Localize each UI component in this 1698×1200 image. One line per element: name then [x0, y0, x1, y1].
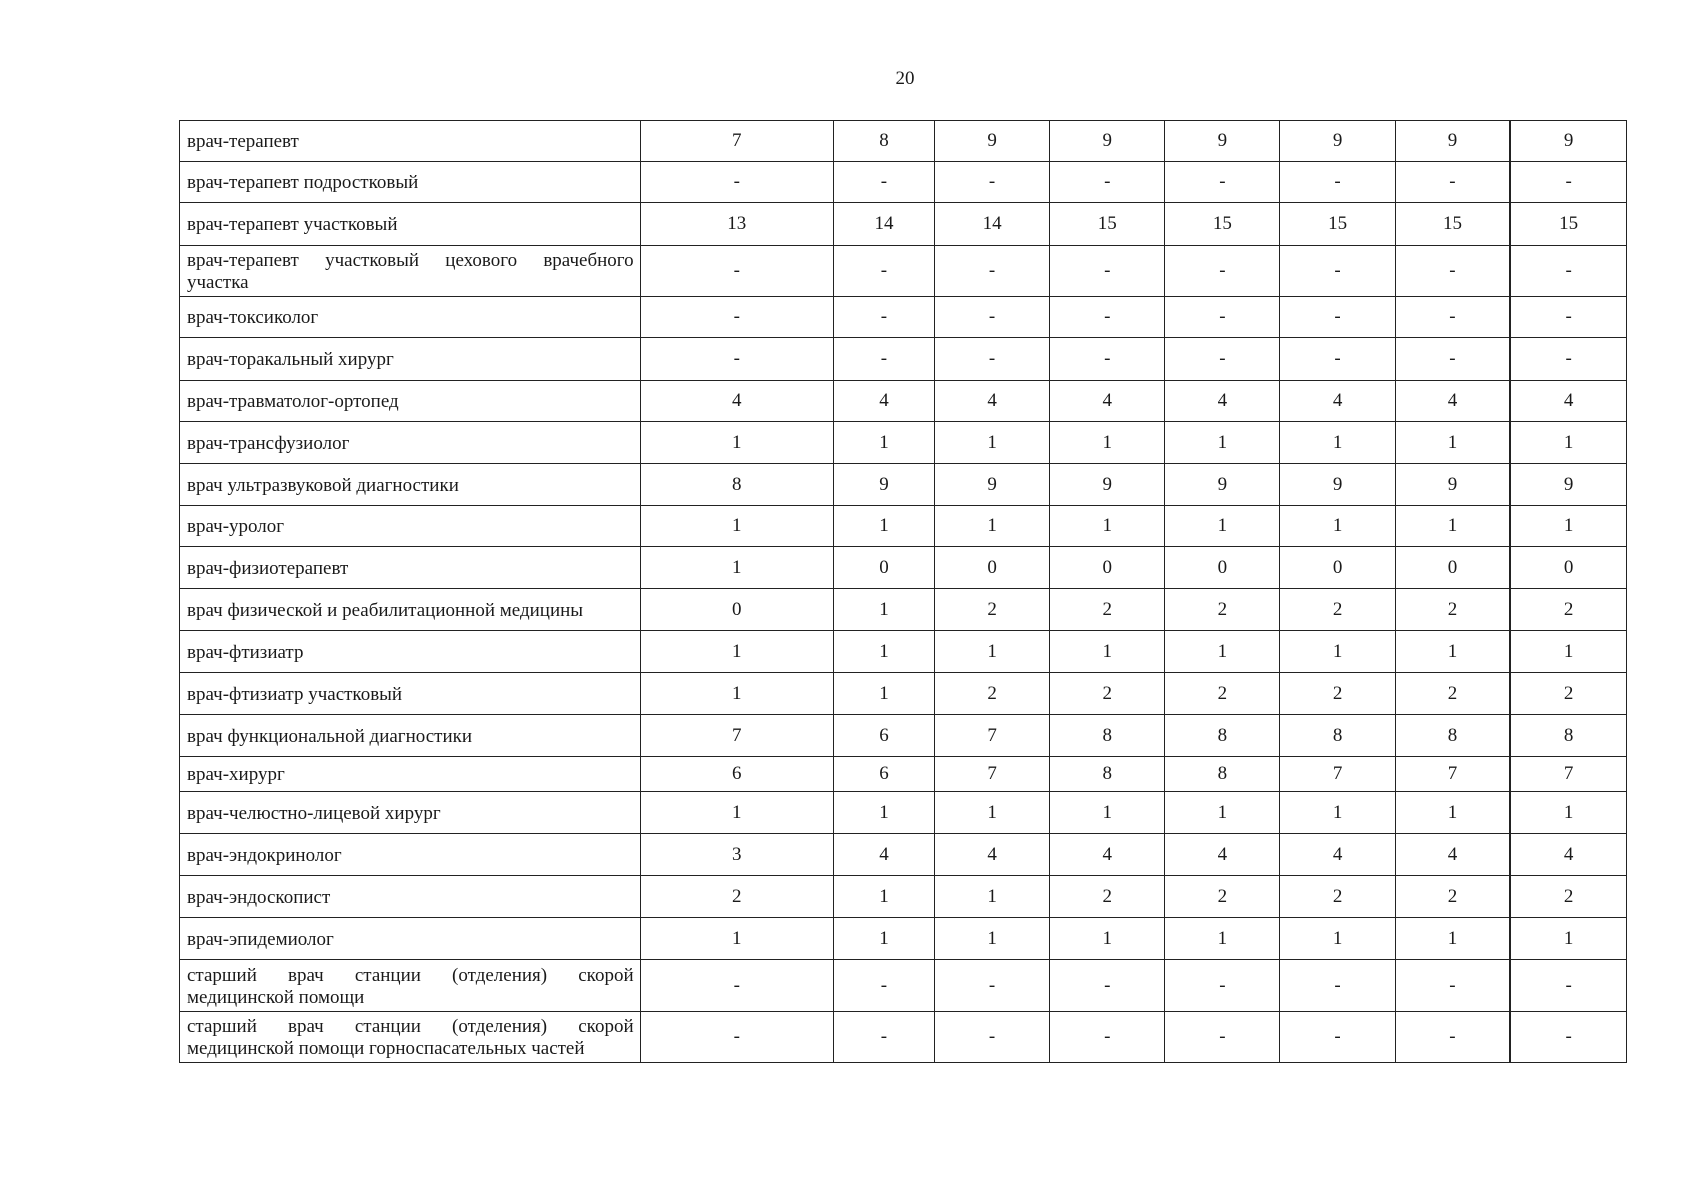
value-cell: 0	[1050, 547, 1165, 589]
value-cell: 1	[1510, 918, 1626, 960]
value-cell: -	[1395, 297, 1510, 338]
value-cell: 1	[1165, 506, 1280, 547]
position-name-cell: врач-эпидемиолог	[180, 918, 641, 960]
value-cell: 2	[640, 876, 833, 918]
position-name-cell: врач-эндоскопист	[180, 876, 641, 918]
value-cell: 2	[935, 673, 1050, 715]
page-number: 20	[895, 68, 915, 89]
value-cell: 4	[1510, 381, 1626, 422]
value-cell: -	[640, 297, 833, 338]
value-cell: 7	[935, 715, 1050, 757]
value-cell: 1	[1050, 631, 1165, 673]
value-cell: 3	[640, 834, 833, 876]
value-cell: 2	[1510, 589, 1626, 631]
value-cell: 8	[1510, 715, 1626, 757]
value-cell: 4	[833, 381, 934, 422]
value-cell: 2	[1050, 589, 1165, 631]
value-cell: 9	[935, 121, 1050, 162]
position-name-cell: врач-терапевт участковый цехового врачебного участка	[180, 246, 641, 297]
value-cell: 2	[935, 589, 1050, 631]
value-cell: 9	[1050, 464, 1165, 506]
value-cell: -	[1165, 162, 1280, 203]
value-cell: 4	[1510, 834, 1626, 876]
value-cell: 1	[935, 422, 1050, 464]
value-cell: 0	[1510, 547, 1626, 589]
value-cell: 8	[1280, 715, 1395, 757]
value-cell: 7	[1395, 757, 1510, 792]
table-row	[180, 547, 1627, 589]
value-cell: 1	[1280, 792, 1395, 834]
value-cell: -	[1510, 297, 1626, 338]
value-cell: 2	[1050, 673, 1165, 715]
value-cell: 1	[1395, 422, 1510, 464]
value-cell: 4	[1165, 381, 1280, 422]
value-cell: -	[935, 960, 1050, 1012]
value-cell: 4	[640, 381, 833, 422]
value-cell: 4	[935, 381, 1050, 422]
value-cell: -	[640, 246, 833, 297]
value-cell: 1	[1510, 792, 1626, 834]
value-cell: 8	[1165, 715, 1280, 757]
value-cell: 0	[1165, 547, 1280, 589]
staffing-table	[179, 120, 1627, 1063]
table-row	[180, 381, 1627, 422]
value-cell: 4	[1280, 834, 1395, 876]
value-cell: -	[1165, 1012, 1280, 1063]
value-cell: -	[1050, 297, 1165, 338]
value-cell: 1	[640, 918, 833, 960]
value-cell: 9	[1050, 121, 1165, 162]
value-cell: 1	[1280, 506, 1395, 547]
value-cell: 1	[1165, 918, 1280, 960]
value-cell: -	[1395, 162, 1510, 203]
value-cell: 2	[1280, 673, 1395, 715]
value-cell: 9	[1510, 464, 1626, 506]
value-cell: 0	[1280, 547, 1395, 589]
value-cell: 2	[1510, 876, 1626, 918]
value-cell: -	[1510, 960, 1626, 1012]
value-cell: -	[640, 960, 833, 1012]
value-cell: 2	[1395, 589, 1510, 631]
table-row	[180, 121, 1627, 162]
table-row	[180, 297, 1627, 338]
value-cell: 1	[1050, 506, 1165, 547]
value-cell: 1	[1165, 792, 1280, 834]
value-cell: -	[640, 1012, 833, 1063]
value-cell: 1	[1280, 631, 1395, 673]
value-cell: 4	[833, 834, 934, 876]
value-cell: 1	[1395, 631, 1510, 673]
value-cell: 1	[640, 673, 833, 715]
table-row	[180, 246, 1627, 297]
table-row	[180, 464, 1627, 506]
value-cell: 6	[833, 757, 934, 792]
table-row	[180, 876, 1627, 918]
value-cell: 2	[1165, 673, 1280, 715]
table-row	[180, 918, 1627, 960]
value-cell: 0	[1395, 547, 1510, 589]
value-cell: 1	[833, 918, 934, 960]
value-cell: 9	[935, 464, 1050, 506]
value-cell: 0	[640, 589, 833, 631]
value-cell: 1	[640, 631, 833, 673]
table-row	[180, 422, 1627, 464]
value-cell: -	[1280, 338, 1395, 381]
value-cell: -	[1050, 162, 1165, 203]
value-cell: 13	[640, 203, 833, 246]
value-cell: 8	[833, 121, 934, 162]
value-cell: 1	[1165, 422, 1280, 464]
value-cell: 7	[1280, 757, 1395, 792]
value-cell: 1	[1510, 506, 1626, 547]
value-cell: -	[1280, 297, 1395, 338]
value-cell: 1	[935, 506, 1050, 547]
value-cell: 1	[1395, 918, 1510, 960]
value-cell: 4	[1050, 834, 1165, 876]
table-row	[180, 960, 1627, 1012]
position-name-cell: врач-терапевт участковый	[180, 203, 641, 246]
value-cell: 9	[1395, 121, 1510, 162]
value-cell: 2	[1395, 876, 1510, 918]
value-cell: -	[640, 162, 833, 203]
value-cell: 7	[640, 715, 833, 757]
value-cell: 2	[1050, 876, 1165, 918]
table-row	[180, 631, 1627, 673]
table-row	[180, 1012, 1627, 1063]
value-cell: 9	[1395, 464, 1510, 506]
value-cell: -	[1050, 960, 1165, 1012]
position-name-cell: врач функциональной диагностики	[180, 715, 641, 757]
value-cell: 2	[1510, 673, 1626, 715]
table-row	[180, 673, 1627, 715]
position-name-cell: старший врач станции (отделения) скорой медицинской помощи горноспасательных частей	[180, 1012, 641, 1063]
value-cell: 9	[833, 464, 934, 506]
value-cell: -	[833, 338, 934, 381]
table-row	[180, 834, 1627, 876]
value-cell: -	[1395, 246, 1510, 297]
value-cell: -	[1165, 960, 1280, 1012]
value-cell: 1	[640, 547, 833, 589]
value-cell: -	[935, 162, 1050, 203]
value-cell: 15	[1050, 203, 1165, 246]
value-cell: 1	[935, 918, 1050, 960]
position-name-cell: врач ультразвуковой диагностики	[180, 464, 641, 506]
table-row	[180, 757, 1627, 792]
value-cell: 8	[1165, 757, 1280, 792]
value-cell: 1	[640, 792, 833, 834]
value-cell: -	[1510, 162, 1626, 203]
value-cell: 0	[833, 547, 934, 589]
value-cell: 1	[640, 506, 833, 547]
position-name-cell: врач-эндокринолог	[180, 834, 641, 876]
value-cell: 2	[1165, 589, 1280, 631]
value-cell: -	[640, 338, 833, 381]
value-cell: 9	[1280, 121, 1395, 162]
value-cell: 1	[1280, 918, 1395, 960]
value-cell: 14	[833, 203, 934, 246]
value-cell: 1	[640, 422, 833, 464]
value-cell: -	[1395, 960, 1510, 1012]
value-cell: 8	[1050, 715, 1165, 757]
value-cell: 9	[1510, 121, 1626, 162]
value-cell: 1	[833, 422, 934, 464]
value-cell: 6	[640, 757, 833, 792]
value-cell: 1	[833, 876, 934, 918]
position-name-cell: врач-терапевт	[180, 121, 641, 162]
value-cell: 4	[1280, 381, 1395, 422]
value-cell: 14	[935, 203, 1050, 246]
value-cell: -	[833, 246, 934, 297]
value-cell: -	[935, 246, 1050, 297]
value-cell: -	[833, 297, 934, 338]
value-cell: 1	[1050, 422, 1165, 464]
position-name-cell: врач-трансфузиолог	[180, 422, 641, 464]
value-cell: -	[1165, 338, 1280, 381]
value-cell: 4	[1050, 381, 1165, 422]
value-cell: 1	[935, 792, 1050, 834]
position-name-cell: врач-торакальный хирург	[180, 338, 641, 381]
value-cell: 4	[935, 834, 1050, 876]
value-cell: 1	[1510, 631, 1626, 673]
value-cell: 9	[1165, 464, 1280, 506]
value-cell: 2	[1280, 589, 1395, 631]
value-cell: -	[1395, 338, 1510, 381]
position-name-cell: врач-травматолог-ортопед	[180, 381, 641, 422]
value-cell: 1	[1395, 792, 1510, 834]
value-cell: 1	[833, 673, 934, 715]
value-cell: 4	[1165, 834, 1280, 876]
value-cell: 2	[1280, 876, 1395, 918]
value-cell: 7	[935, 757, 1050, 792]
value-cell: 1	[1510, 422, 1626, 464]
value-cell: 1	[1395, 506, 1510, 547]
value-cell: 1	[1280, 422, 1395, 464]
value-cell: 4	[1395, 381, 1510, 422]
table-row	[180, 203, 1627, 246]
value-cell: -	[1280, 960, 1395, 1012]
value-cell: 15	[1510, 203, 1626, 246]
position-name-cell: врач-хирург	[180, 757, 641, 792]
position-name-cell: врач-фтизиатр участковый	[180, 673, 641, 715]
value-cell: -	[1510, 246, 1626, 297]
position-name-cell: врач-токсиколог	[180, 297, 641, 338]
position-name-cell: врач-терапевт подростковый	[180, 162, 641, 203]
value-cell: 2	[1395, 673, 1510, 715]
value-cell: 1	[833, 631, 934, 673]
value-cell: 2	[1165, 876, 1280, 918]
table-row	[180, 338, 1627, 381]
table-body	[180, 121, 1627, 1063]
value-cell: 8	[1050, 757, 1165, 792]
value-cell: 15	[1280, 203, 1395, 246]
position-name-cell: врач физической и реабилитационной медицины	[180, 589, 641, 631]
value-cell: -	[1165, 246, 1280, 297]
value-cell: -	[1280, 1012, 1395, 1063]
value-cell: 1	[1050, 792, 1165, 834]
value-cell: -	[833, 1012, 934, 1063]
value-cell: -	[1050, 338, 1165, 381]
value-cell: 0	[935, 547, 1050, 589]
value-cell: 1	[935, 876, 1050, 918]
position-name-cell: старший врач станции (отделения) скорой медицинской помощи	[180, 960, 641, 1012]
position-name-cell: врач-челюстно-лицевой хирург	[180, 792, 641, 834]
value-cell: -	[935, 338, 1050, 381]
value-cell: -	[935, 297, 1050, 338]
value-cell: 1	[833, 506, 934, 547]
value-cell: 4	[1395, 834, 1510, 876]
value-cell: -	[1280, 162, 1395, 203]
table-row	[180, 792, 1627, 834]
value-cell: 1	[1165, 631, 1280, 673]
value-cell: -	[1510, 338, 1626, 381]
value-cell: -	[1165, 297, 1280, 338]
position-name-cell: врач-уролог	[180, 506, 641, 547]
value-cell: -	[935, 1012, 1050, 1063]
value-cell: -	[1395, 1012, 1510, 1063]
value-cell: -	[1280, 246, 1395, 297]
value-cell: -	[1050, 1012, 1165, 1063]
value-cell: -	[833, 960, 934, 1012]
value-cell: 8	[640, 464, 833, 506]
value-cell: 1	[935, 631, 1050, 673]
value-cell: -	[1050, 246, 1165, 297]
value-cell: 9	[1165, 121, 1280, 162]
value-cell: -	[833, 162, 934, 203]
value-cell: 6	[833, 715, 934, 757]
value-cell: 7	[640, 121, 833, 162]
table-row	[180, 162, 1627, 203]
value-cell: -	[1510, 1012, 1626, 1063]
value-cell: 9	[1280, 464, 1395, 506]
value-cell: 8	[1395, 715, 1510, 757]
value-cell: 1	[833, 589, 934, 631]
value-cell: 1	[833, 792, 934, 834]
table-row	[180, 715, 1627, 757]
value-cell: 15	[1165, 203, 1280, 246]
table-row	[180, 506, 1627, 547]
value-cell: 1	[1050, 918, 1165, 960]
table-row	[180, 589, 1627, 631]
value-cell: 7	[1510, 757, 1626, 792]
value-cell: 15	[1395, 203, 1510, 246]
position-name-cell: врач-фтизиатр	[180, 631, 641, 673]
position-name-cell: врач-физиотерапевт	[180, 547, 641, 589]
